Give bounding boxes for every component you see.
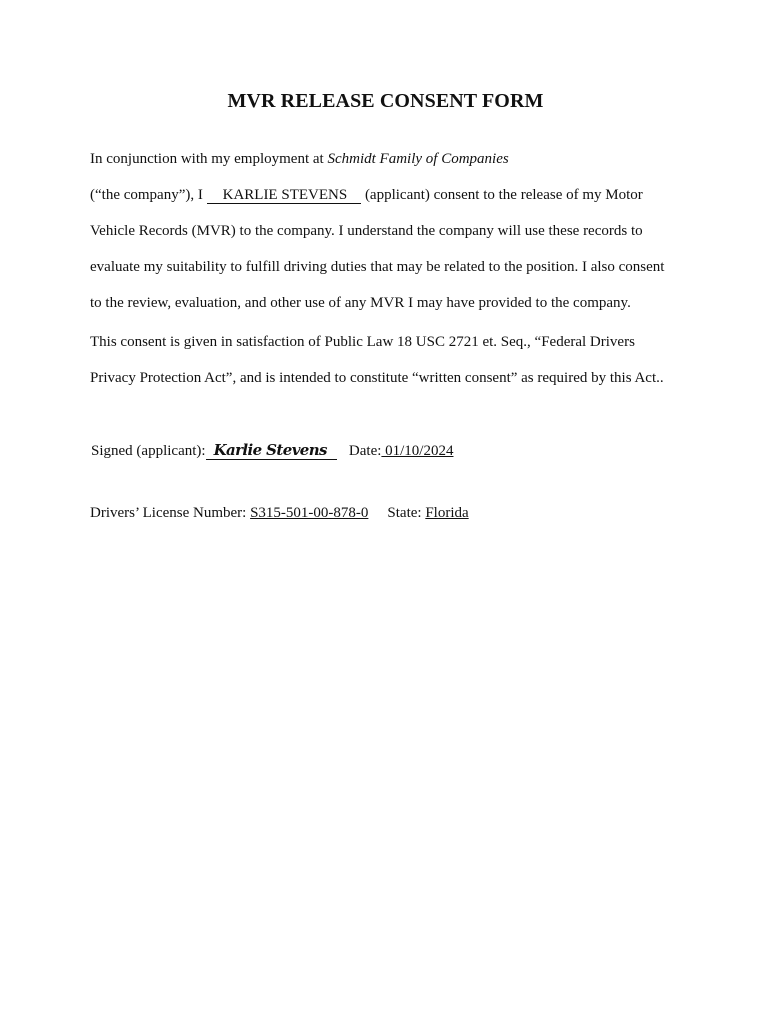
license-label: Drivers’ License Number: [90, 505, 251, 521]
company-reference-text: (“the company”), I [90, 187, 207, 203]
signature-field [206, 443, 337, 460]
signature-line [91, 442, 453, 460]
paragraph-1-line-4: evaluate my suitability to fulfill driving duties that may be related to the position. I also consent [90, 259, 665, 275]
paragraph-1-line-1 [90, 150, 509, 168]
form-title: MVR RELEASE CONSENT FORM [227, 90, 544, 112]
paragraph-1-line-5: to the review, evaluation, and other use of any MVR I may have provided to the company. [90, 295, 631, 311]
signed-label: Signed (applicant): [91, 443, 206, 459]
consent-text: (applicant) consent to the release of my Motor [361, 187, 643, 203]
paragraph-1-line-2 [90, 186, 643, 204]
paragraph-2-line-1: This consent is given in satisfaction of Public Law 18 USC 2721 et. Seq., “Federal Drivers [90, 334, 635, 350]
license-number-value: S315-501-00-878-0 [250, 505, 369, 521]
paragraph-1-line-3: Vehicle Records (MVR) to the company. I understand the company will use these records to [90, 223, 643, 239]
state-value: Florida [425, 505, 469, 521]
applicant-signature: Karlie Stevens [213, 441, 327, 459]
state-label: State: [387, 505, 426, 521]
company-name: Schmidt Family of Companies [327, 151, 509, 167]
date-value: 01/10/2024 [381, 443, 454, 459]
license-line [90, 504, 469, 522]
date-label: Date: [348, 443, 382, 459]
employment-text: In conjunction with my employment at [90, 151, 328, 167]
applicant-name-field: KARLIE STEVENS [207, 188, 362, 204]
paragraph-2-line-2: Privacy Protection Act”, and is intended to constitute “written consent” as required by this Act.. [90, 370, 664, 386]
